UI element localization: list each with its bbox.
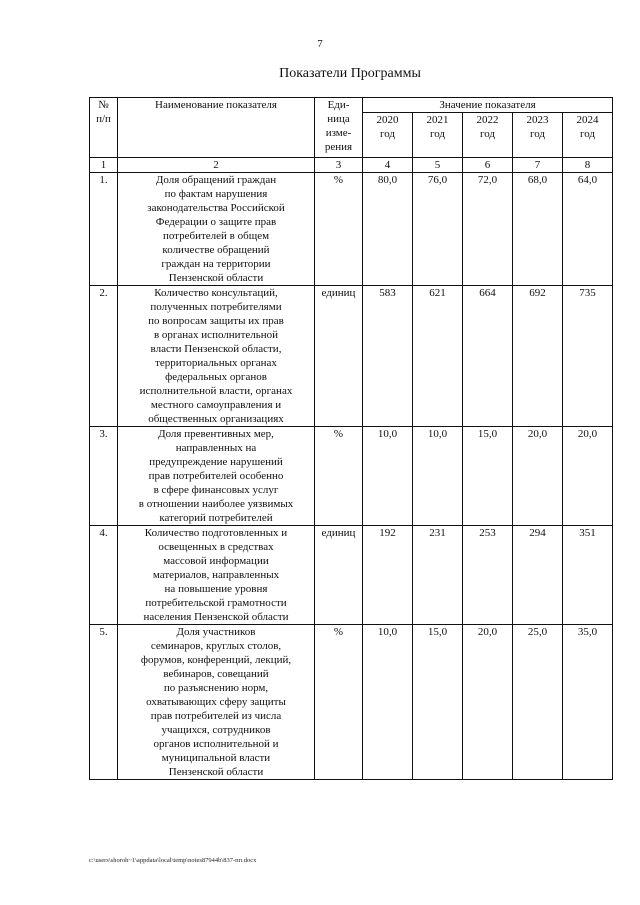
indicator-value: 72,0	[463, 173, 513, 286]
indicator-value: 253	[463, 526, 513, 625]
row-number: 3.	[90, 427, 118, 526]
row-number: 2.	[90, 286, 118, 427]
indicator-name: Доля превентивных мер, направленных на предупреждение нарушений прав потребителей особенно в сфере финансовых услуг в отношении наиболее уязвимых категорий потребителей	[118, 427, 315, 526]
header-year: 2020 год	[363, 113, 413, 158]
column-number: 6	[463, 158, 513, 173]
indicator-value: 68,0	[513, 173, 563, 286]
unit: %	[315, 625, 363, 780]
unit: %	[315, 173, 363, 286]
indicator-value: 192	[363, 526, 413, 625]
header-row-1	[90, 98, 613, 113]
unit: единиц	[315, 286, 363, 427]
table-row	[90, 625, 613, 780]
row-number: 1.	[90, 173, 118, 286]
unit: единиц	[315, 526, 363, 625]
indicator-name: Количество подготовленных и освещенных в средствах массовой информации материалов, направленных на повышение уровня потребительской грамотности населения Пензенской области	[118, 526, 315, 625]
footer-file-path: c:\users\shoroh~1\appdata\local\temp\notes87944b\837-пп.docx	[89, 857, 257, 864]
row-number: 4.	[90, 526, 118, 625]
indicator-value: 15,0	[463, 427, 513, 526]
column-number: 3	[315, 158, 363, 173]
indicator-value: 10,0	[363, 625, 413, 780]
table-row	[90, 173, 613, 286]
header-num: № п/п	[90, 98, 118, 158]
header-unit: Еди- ница изме- рения	[315, 98, 363, 158]
indicator-name: Количество консультаций, полученных потребителями по вопросам защиты их прав в органах исполнительной власти Пензенской области, территориальных органах федеральных органов исполнительной власти, органах местного самоуправления и общественных организациях	[118, 286, 315, 427]
indicator-value: 231	[413, 526, 463, 625]
indicator-value: 664	[463, 286, 513, 427]
header-year: 2023 год	[513, 113, 563, 158]
indicator-value: 35,0	[563, 625, 613, 780]
indicator-value: 20,0	[563, 427, 613, 526]
indicator-value: 15,0	[413, 625, 463, 780]
indicator-value: 10,0	[363, 427, 413, 526]
column-number: 2	[118, 158, 315, 173]
indicator-value: 294	[513, 526, 563, 625]
indicator-value: 621	[413, 286, 463, 427]
header-value: Значение показателя	[363, 98, 613, 113]
indicator-value: 76,0	[413, 173, 463, 286]
indicator-value: 20,0	[513, 427, 563, 526]
table-row	[90, 427, 613, 526]
indicator-value: 583	[363, 286, 413, 427]
indicator-name: Доля обращений граждан по фактам нарушения законодательства Российской Федерации о защите прав потребителей в общем количестве обращений граждан на территории Пензенской области	[118, 173, 315, 286]
table-row	[90, 286, 613, 427]
document-title: Показатели Программы	[279, 66, 421, 81]
header-name: Наименование показателя	[118, 98, 315, 158]
indicators-table	[89, 97, 613, 780]
indicator-value: 25,0	[513, 625, 563, 780]
indicator-value: 692	[513, 286, 563, 427]
unit: %	[315, 427, 363, 526]
column-number: 1	[90, 158, 118, 173]
column-number: 4	[363, 158, 413, 173]
indicator-value: 10,0	[413, 427, 463, 526]
page-number: 7	[317, 38, 323, 50]
column-number-row	[90, 158, 613, 173]
column-number: 7	[513, 158, 563, 173]
indicator-value: 64,0	[563, 173, 613, 286]
table-row	[90, 526, 613, 625]
header-year: 2022 год	[463, 113, 513, 158]
indicator-value: 20,0	[463, 625, 513, 780]
indicator-name: Доля участников семинаров, круглых столов, форумов, конференций, лекций, вебинаров, совещаний по разъяснению норм, охватывающих сферу защиты прав потребителей из числа учащихся, сотрудников органов исполнительной и муниципальной власти Пензенской области	[118, 625, 315, 780]
column-number: 5	[413, 158, 463, 173]
header-year: 2021 год	[413, 113, 463, 158]
indicator-value: 351	[563, 526, 613, 625]
column-number: 8	[563, 158, 613, 173]
header-year: 2024 год	[563, 113, 613, 158]
row-number: 5.	[90, 625, 118, 780]
indicator-value: 735	[563, 286, 613, 427]
indicator-value: 80,0	[363, 173, 413, 286]
